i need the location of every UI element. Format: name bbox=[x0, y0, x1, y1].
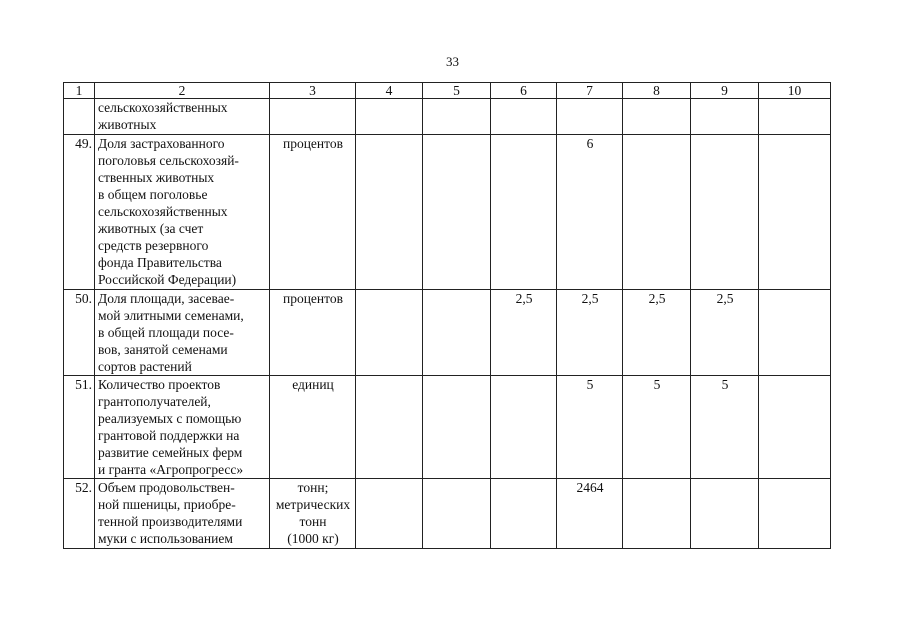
unit-line: процентов bbox=[282, 291, 343, 306]
indicator-name-line: тенной производителями bbox=[98, 514, 243, 529]
value-cell bbox=[691, 135, 759, 290]
unit-of-measure bbox=[270, 290, 356, 376]
unit-of-measure bbox=[270, 99, 356, 135]
column-header: 3 bbox=[270, 83, 356, 99]
column-header: 8 bbox=[623, 83, 691, 99]
unit-line: единиц bbox=[292, 377, 334, 392]
value-cell bbox=[759, 99, 831, 135]
indicator-name bbox=[95, 376, 270, 479]
table-row bbox=[64, 290, 831, 376]
value-cell bbox=[356, 99, 423, 135]
row-number: 51. bbox=[64, 376, 95, 479]
table-row bbox=[64, 135, 831, 290]
unit-line: тонн; bbox=[297, 480, 329, 495]
value-cell bbox=[759, 376, 831, 479]
value-cell bbox=[759, 135, 831, 290]
indicator-name-line: средств резервного bbox=[98, 238, 209, 253]
indicator-name bbox=[95, 479, 270, 549]
unit-line: (1000 кг) bbox=[287, 531, 339, 546]
indicator-name-line: вов, занятой семенами bbox=[98, 342, 228, 357]
page-number: 33 bbox=[446, 54, 459, 69]
value-cell: 2,5 bbox=[691, 290, 759, 376]
row-number bbox=[64, 99, 95, 135]
value-cell bbox=[423, 135, 491, 290]
value-cell bbox=[356, 290, 423, 376]
value-cell bbox=[423, 99, 491, 135]
unit-line: тонн bbox=[299, 514, 327, 529]
indicator-name-line: мой элитными семенами, bbox=[98, 308, 244, 323]
column-header: 7 bbox=[557, 83, 623, 99]
indicator-name-line: развитие семейных ферм bbox=[98, 445, 243, 460]
indicator-name-line: сортов растений bbox=[98, 359, 192, 374]
indicator-name-line: поголовья сельскохозяй- bbox=[98, 153, 239, 168]
indicator-name-line: Объем продовольствен- bbox=[98, 480, 235, 495]
row-number: 49. bbox=[64, 135, 95, 290]
value-cell: 2,5 bbox=[623, 290, 691, 376]
indicator-name bbox=[95, 99, 270, 135]
indicator-name-line: в общей площади посе- bbox=[98, 325, 234, 340]
indicator-name-line: Доля застрахованного bbox=[98, 136, 225, 151]
table-row bbox=[64, 479, 831, 549]
value-cell bbox=[759, 290, 831, 376]
indicator-name-line: грантополучателей, bbox=[98, 394, 211, 409]
indicators-table bbox=[63, 82, 831, 549]
indicator-name-line: сельскохозяйственных bbox=[98, 100, 228, 115]
indicator-name-line: ной пшеницы, приобре- bbox=[98, 497, 236, 512]
value-cell bbox=[491, 479, 557, 549]
value-cell bbox=[759, 479, 831, 549]
value-cell: 5 bbox=[623, 376, 691, 479]
row-number: 50. bbox=[64, 290, 95, 376]
column-header: 10 bbox=[759, 83, 831, 99]
indicator-name-line: муки с использованием bbox=[98, 531, 233, 546]
value-cell bbox=[491, 99, 557, 135]
value-cell bbox=[423, 479, 491, 549]
value-cell bbox=[491, 376, 557, 479]
row-number: 52. bbox=[64, 479, 95, 549]
indicator-name-line: Доля площади, засевае- bbox=[98, 291, 235, 306]
unit-of-measure bbox=[270, 376, 356, 479]
indicator-name-line: фонда Правительства bbox=[98, 255, 222, 270]
indicator-name-line: реализуемых с помощью bbox=[98, 411, 242, 426]
value-cell: 2464 bbox=[557, 479, 623, 549]
unit-line: процентов bbox=[282, 136, 343, 151]
value-cell: 2,5 bbox=[491, 290, 557, 376]
value-cell bbox=[423, 290, 491, 376]
indicator-name-line: животных (за счет bbox=[98, 221, 204, 236]
value-cell bbox=[623, 135, 691, 290]
value-cell bbox=[691, 479, 759, 549]
value-cell bbox=[356, 479, 423, 549]
value-cell bbox=[356, 135, 423, 290]
value-cell bbox=[691, 99, 759, 135]
unit-of-measure bbox=[270, 135, 356, 290]
value-cell: 5 bbox=[557, 376, 623, 479]
value-cell bbox=[491, 135, 557, 290]
indicator-name bbox=[95, 290, 270, 376]
column-header: 5 bbox=[423, 83, 491, 99]
indicator-name-line: в общем поголовье bbox=[98, 187, 208, 202]
column-header: 6 bbox=[491, 83, 557, 99]
indicator-name-line: и гранта «Агропрогресс» bbox=[98, 462, 244, 477]
value-cell bbox=[623, 99, 691, 135]
indicator-name-line: животных bbox=[98, 117, 157, 132]
value-cell bbox=[356, 376, 423, 479]
table-body bbox=[64, 83, 831, 549]
value-cell bbox=[423, 376, 491, 479]
indicator-name-line: Российской Федерации) bbox=[98, 272, 237, 287]
indicator-name bbox=[95, 135, 270, 290]
indicator-name-line: грантовой поддержки на bbox=[98, 428, 240, 443]
column-header: 4 bbox=[356, 83, 423, 99]
column-header: 1 bbox=[64, 83, 95, 99]
column-header: 9 bbox=[691, 83, 759, 99]
value-cell: 5 bbox=[691, 376, 759, 479]
value-cell: 6 bbox=[557, 135, 623, 290]
table-row bbox=[64, 376, 831, 479]
value-cell bbox=[623, 479, 691, 549]
unit-line: метрических bbox=[275, 497, 351, 512]
unit-of-measure bbox=[270, 479, 356, 549]
value-cell: 2,5 bbox=[557, 290, 623, 376]
column-header: 2 bbox=[95, 83, 270, 99]
table-row bbox=[64, 99, 831, 135]
table-header-row bbox=[64, 83, 831, 99]
indicator-name-line: ственных животных bbox=[98, 170, 215, 185]
indicator-name-line: сельскохозяйственных bbox=[98, 204, 228, 219]
indicator-name-line: Количество проектов bbox=[98, 377, 221, 392]
value-cell bbox=[557, 99, 623, 135]
